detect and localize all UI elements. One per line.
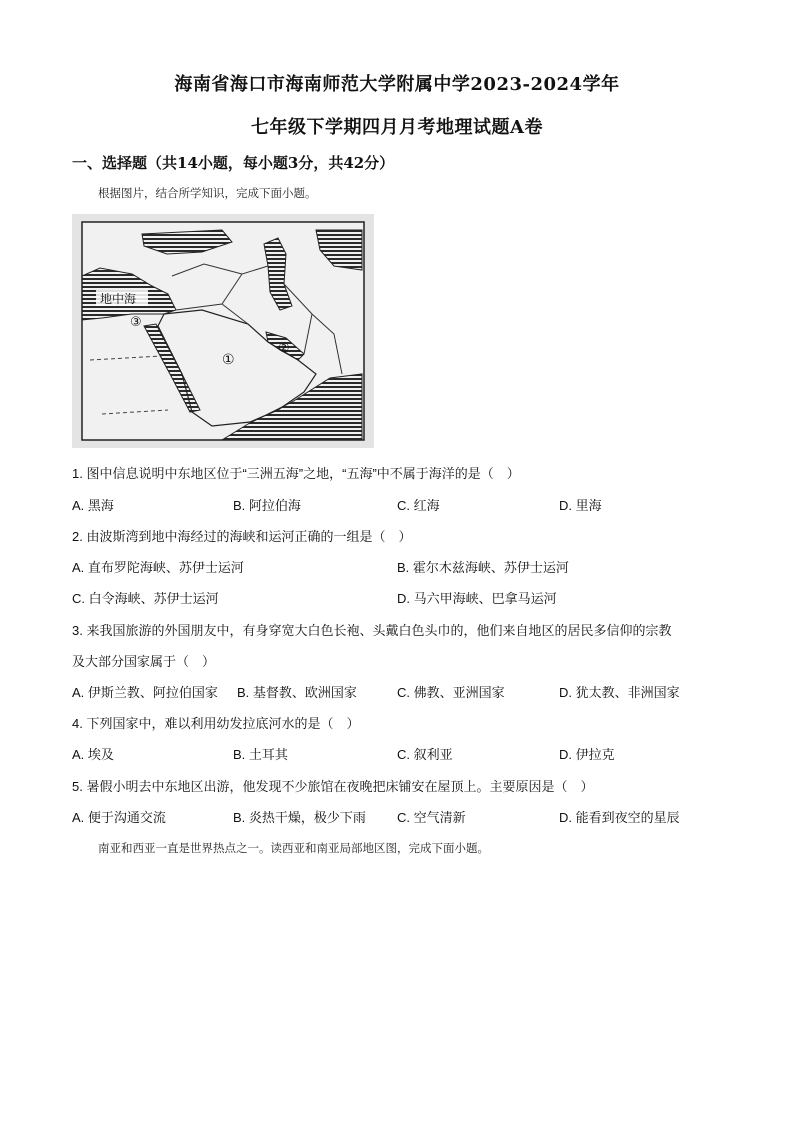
q1-option-a[interactable]: A. 黑海 — [72, 498, 114, 513]
intro-text-2: 南亚和西亚一直是世界热点之一。读西亚和南亚局部地区图，完成下面小题。 — [98, 841, 489, 855]
q2-option-a[interactable]: A. 直布罗陀海峡、苏伊士运河 — [72, 560, 244, 575]
q4-option-d[interactable]: D. 伊拉克 — [559, 747, 615, 762]
middle-east-map — [72, 214, 374, 448]
q3-option-c[interactable]: C. 佛教、亚洲国家 — [397, 685, 505, 700]
question-1: 1. 图中信息说明中东地区位于“三洲五海”之地，“五海”中不属于海洋的是（ ） — [72, 466, 520, 481]
q4-option-b[interactable]: B. 土耳其 — [233, 747, 288, 762]
section-heading: 一、选择题（共14小题，每小题3分，共42分） — [72, 154, 395, 172]
map-figure — [72, 214, 374, 448]
map-sea-label: 地中海 — [100, 292, 137, 306]
q3-option-d[interactable]: D. 犹太教、非洲国家 — [559, 685, 680, 700]
q5-option-a[interactable]: A. 便于沟通交流 — [72, 810, 166, 825]
q3-option-a[interactable]: A. 伊斯兰教、阿拉伯国家 — [72, 685, 218, 700]
q5-option-d[interactable]: D. 能看到夜空的星辰 — [559, 810, 680, 825]
question-2: 2. 由波斯湾到地中海经过的海峡和运河正确的一组是（ ） — [72, 529, 412, 544]
question-4: 4. 下列国家中，难以利用幼发拉底河水的是（ ） — [72, 716, 360, 731]
question-5: 5. 暑假小明去中东地区出游，他发现不少旅馆在夜晚把床铺安在屋顶上。主要原因是（ ） — [72, 779, 594, 794]
map-marker-1: ① — [222, 352, 235, 368]
q1-option-b[interactable]: B. 阿拉伯海 — [233, 498, 301, 513]
question-3-cont: 及大部分国家属于（ ） — [72, 654, 216, 669]
doc-title-line2: 七年级下学期四月月考地理试题A卷 — [251, 117, 543, 138]
q1-option-c[interactable]: C. 红海 — [397, 498, 440, 513]
q5-option-c[interactable]: C. 空气清新 — [397, 810, 466, 825]
q5-option-b[interactable]: B. 炎热干燥，极少下雨 — [233, 810, 366, 825]
q2-option-b[interactable]: B. 霍尔木兹海峡、苏伊士运河 — [397, 560, 569, 575]
q4-option-a[interactable]: A. 埃及 — [72, 747, 114, 762]
question-3: 3. 来我国旅游的外国朋友中，有身穿宽大白色长袍、头戴白色头巾的，他们来自地区的居民多信仰的宗教 — [72, 623, 672, 638]
q4-option-c[interactable]: C. 叙利亚 — [397, 747, 453, 762]
q2-option-c[interactable]: C. 白令海峡、苏伊士运河 — [72, 591, 219, 606]
q2-option-d[interactable]: D. 马六甲海峡、巴拿马运河 — [397, 591, 557, 606]
doc-title-line1: 海南省海口市海南师范大学附属中学2023-2024学年 — [174, 74, 620, 95]
intro-text-1: 根据图片，结合所学知识，完成下面小题。 — [98, 186, 317, 200]
q3-option-b[interactable]: B. 基督教、欧洲国家 — [237, 685, 357, 700]
map-marker-2: ② — [278, 341, 290, 356]
map-marker-3: ③ — [130, 315, 142, 330]
q1-option-d[interactable]: D. 里海 — [559, 498, 602, 513]
